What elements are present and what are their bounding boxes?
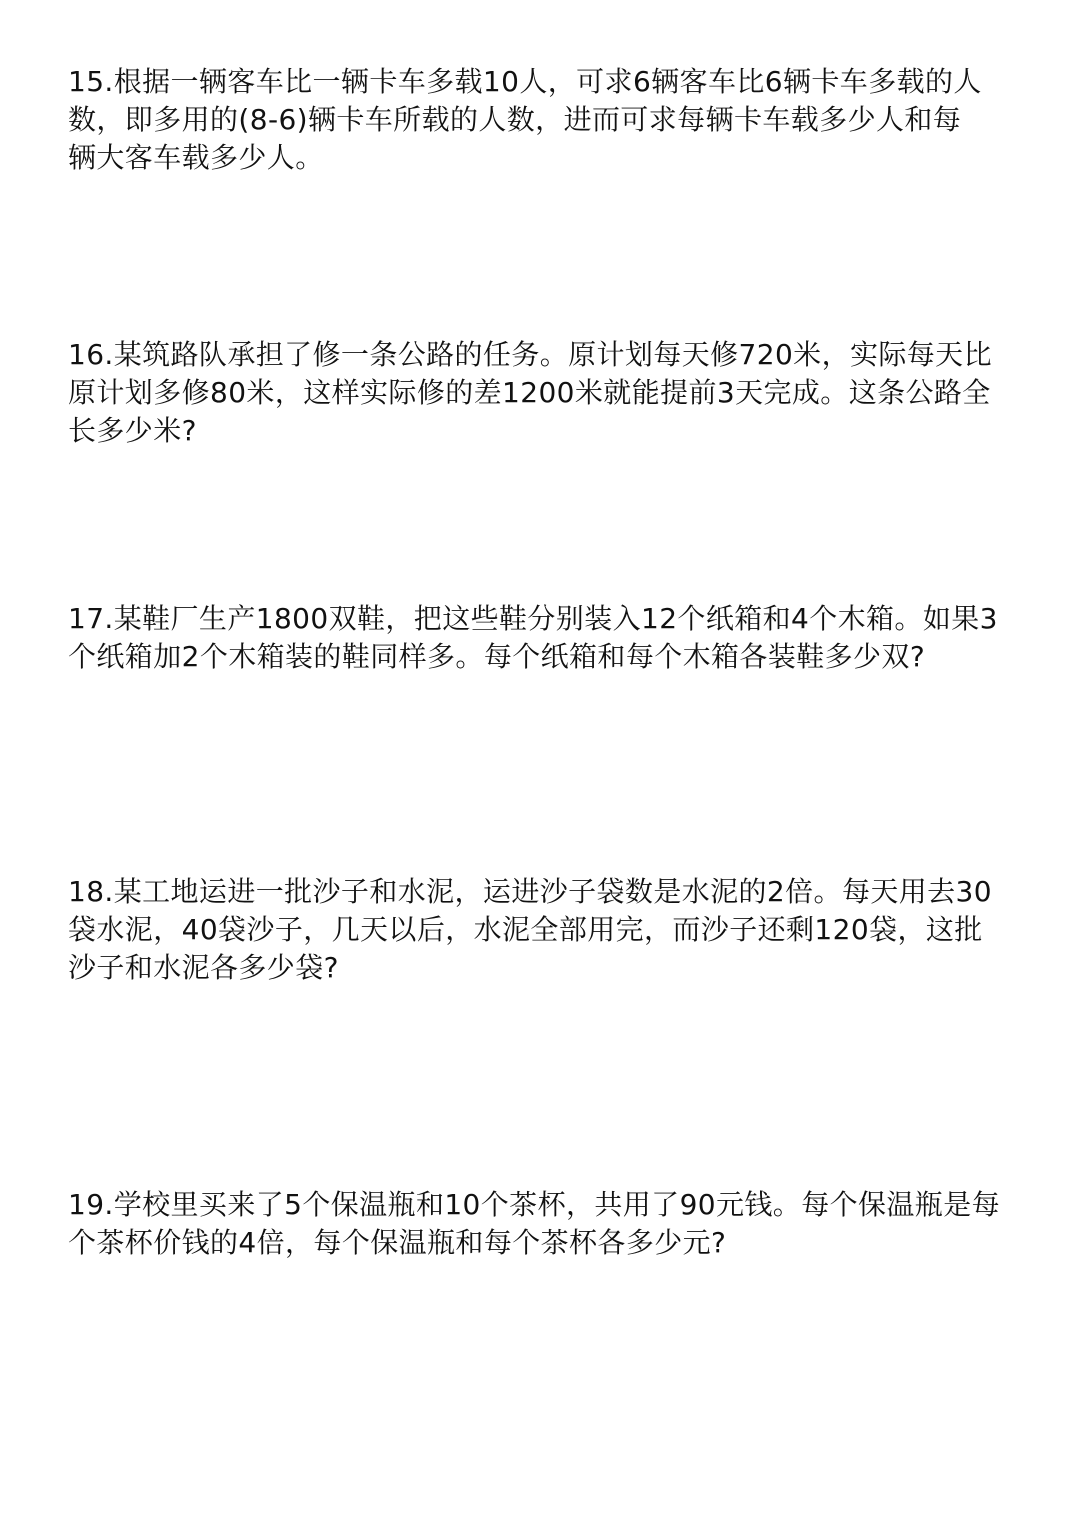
problem-17-line-1: 17.某鞋厂生产1800双鞋，把这些鞋分别装入12个纸箱和4个木箱。如果3	[68, 602, 998, 635]
problem-17-line-2: 个纸箱加2个木箱装的鞋同样多。每个纸箱和每个木箱各装鞋多少双?	[68, 640, 926, 673]
problem-16-line-3: 长多少米?	[68, 414, 197, 447]
problem-15-line-3: 辆大客车载多少人。	[68, 141, 324, 174]
problem-16-line-1: 16.某筑路队承担了修一条公路的任务。原计划每天修720米，实际每天比	[68, 338, 992, 371]
problem-18-line-2: 袋水泥，40袋沙子，几天以后，水泥全部用完，而沙子还剩120袋，这批	[68, 913, 983, 946]
problem-15-line-1: 15.根据一辆客车比一辆卡车多载10人，可求6辆客车比6辆卡车多载的人	[68, 65, 982, 98]
problem-18-line-1: 18.某工地运进一批沙子和水泥，运进沙子袋数是水泥的2倍。每天用去30	[68, 875, 992, 908]
problem-19-line-1: 19.学校里买来了5个保温瓶和10个茶杯，共用了90元钱。每个保温瓶是每	[68, 1188, 1001, 1221]
problem-17	[68, 600, 998, 676]
problem-19-line-2: 个茶杯价钱的4倍，每个保温瓶和每个茶杯各多少元?	[68, 1226, 727, 1259]
problem-15-line-2: 数，即多用的(8-6)辆卡车所载的人数，进而可求每辆卡车载多少人和每	[68, 103, 962, 136]
problem-16	[68, 336, 998, 450]
problem-16-line-2: 原计划多修80米，这样实际修的差1200米就能提前3天完成。这条公路全	[68, 376, 991, 409]
problem-18	[68, 873, 998, 987]
problem-18-line-3: 沙子和水泥各多少袋?	[68, 951, 339, 984]
problem-15	[68, 63, 998, 177]
problem-19	[68, 1186, 1001, 1262]
